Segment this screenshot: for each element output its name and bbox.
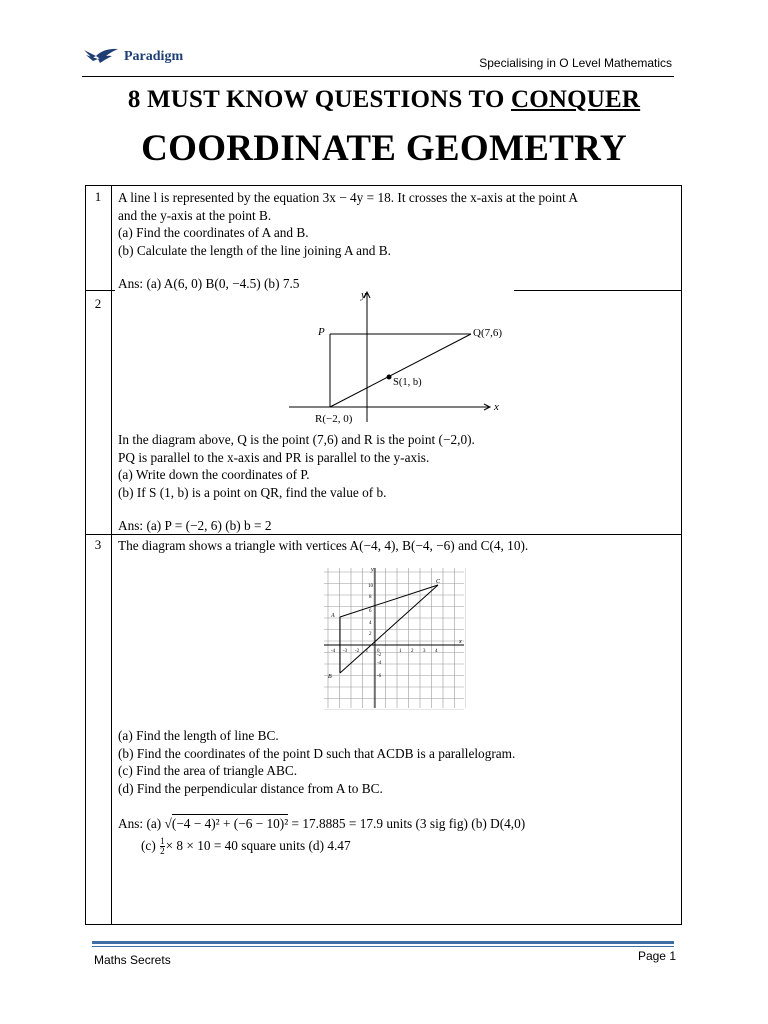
- q2-x-axis-label: x: [494, 401, 499, 413]
- page-number: Page 1: [637, 949, 676, 963]
- q3-label-a: A: [331, 613, 335, 619]
- q2-line: (b) If S (1, b) is a point on QR, find the value of b.: [118, 484, 387, 500]
- page-subtitle: COORDINATE GEOMETRY: [141, 128, 627, 169]
- q2-label-s: S(1, b): [393, 377, 422, 388]
- q3-x-tick: -3: [343, 649, 348, 654]
- q3-y-tick: -6: [377, 674, 382, 679]
- q3-part: (c) Find the area of triangle ABC.: [118, 763, 298, 778]
- q2-diagram: [285, 288, 515, 428]
- q3-label-b: B: [328, 674, 332, 680]
- q3-answer-suffix: = 17.8885 = 17.9 units (3 sig fig) (b) D(4,0): [288, 816, 526, 831]
- q3-x-tick: -4: [331, 649, 336, 654]
- q1-line: (b) Calculate the length of the line joining A and B.: [118, 242, 391, 258]
- q3-y-tick: 6: [369, 609, 372, 614]
- q1-answer: Ans: (a) A(6, 0) B(0, −4.5) (b) 7.5: [118, 276, 300, 291]
- q3-answer-root: (−4 − 4)² + (−6 − 10)²: [171, 816, 289, 831]
- fraction-numerator: 1: [160, 836, 165, 847]
- title-prefix: 8 MUST KNOW QUESTIONS TO: [127, 86, 511, 113]
- q3-x-axis-label: x: [459, 639, 462, 645]
- q3-answer-line1: [118, 815, 525, 833]
- q3-label-c: C: [436, 579, 441, 585]
- page-title: [0, 86, 768, 114]
- q3-x-tick: -1: [364, 649, 369, 654]
- q1-line: (a) Find the coordinates of A and B.: [118, 225, 309, 240]
- q2-label-p: P: [318, 326, 325, 338]
- q3-answer-line2: [141, 837, 351, 856]
- number-column-divider: [111, 185, 112, 925]
- q3-line: The diagram shows a triangle with vertices A(−4, 4), B(−4, −6) and C(4, 10).: [118, 538, 529, 553]
- question-number: 1: [94, 189, 102, 204]
- footer-rule: [92, 946, 674, 947]
- header-tagline: Specialising in O Level Mathematics: [479, 56, 672, 70]
- q1-line: and the y-axis at the point B.: [118, 207, 272, 223]
- q3-part: (b) Find the coordinates of the point D such that ACDB is a parallelogram.: [118, 745, 516, 761]
- q3-x-tick: 4: [435, 649, 438, 654]
- q2-line: In the diagram above, Q is the point (7,6) and R is the point (−2,0).: [118, 432, 475, 447]
- title-underlined-word: CONQUER: [510, 86, 641, 113]
- row-divider: [514, 290, 682, 291]
- fraction-denominator: 2: [160, 846, 165, 857]
- question-number: 3: [94, 537, 102, 552]
- q2-label-q: Q(7,6): [473, 327, 503, 339]
- q3-part: (a) Find the length of line BC.: [118, 728, 279, 743]
- logo-text: Paradigm: [124, 49, 184, 64]
- q3-y-tick: -2: [377, 653, 382, 658]
- q3-y-tick: 4: [369, 621, 372, 626]
- q3-answer-prefix: Ans: (a): [118, 816, 165, 831]
- q2-label-r: R(−2, 0): [315, 413, 353, 425]
- q3-y-axis-label: y: [371, 567, 374, 573]
- q3-x-tick: 1: [399, 649, 402, 654]
- q2-y-axis-label: y: [361, 289, 366, 301]
- footer-rule: [92, 941, 674, 944]
- q3-x-tick: 2: [411, 649, 414, 654]
- q3-answer-c-suffix: × 8 × 10 = 40 square units (d) 4.47: [165, 838, 351, 853]
- q3-y-tick: 2: [369, 632, 372, 637]
- point-s-marker: [387, 375, 392, 380]
- q3-y-tick: -4: [377, 661, 382, 666]
- q2-line: (a) Write down the coordinates of P.: [118, 467, 310, 482]
- q3-origin: 0: [377, 649, 380, 654]
- q3-part: (d) Find the perpendicular distance from A to BC.: [118, 780, 383, 796]
- q3-x-tick: 3: [423, 649, 426, 654]
- header-rule: [82, 76, 674, 77]
- q3-diagram: [320, 564, 466, 710]
- bird-logo-icon: [82, 46, 122, 68]
- question-number: 2: [94, 296, 102, 311]
- q1-line: A line l is represented by the equation 3x − 4y = 18. It crosses the x-axis at the point A: [118, 190, 578, 205]
- q3-y-tick: 10: [368, 584, 373, 589]
- q3-y-tick: 8: [369, 595, 372, 600]
- q3-x-tick: -2: [355, 649, 360, 654]
- q2-answer: Ans: (a) P = (−2, 6) (b) b = 2: [118, 518, 272, 533]
- page-header: [82, 44, 674, 76]
- sqrt-icon: √: [164, 816, 172, 831]
- footer-left-text: Maths Secrets: [94, 953, 171, 967]
- row-divider: [85, 290, 115, 291]
- q3-answer-c-prefix: (c): [141, 838, 160, 853]
- fraction: [160, 837, 165, 856]
- q2-line: PQ is parallel to the x-axis and PR is parallel to the y-axis.: [118, 449, 430, 465]
- logo: [82, 46, 183, 68]
